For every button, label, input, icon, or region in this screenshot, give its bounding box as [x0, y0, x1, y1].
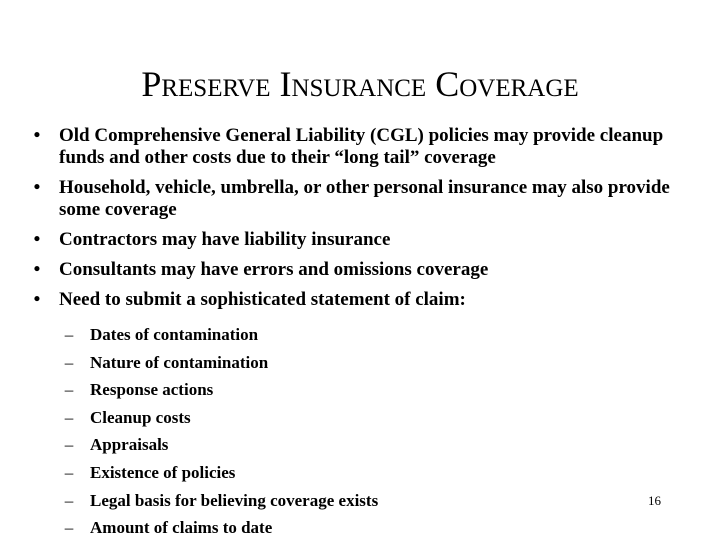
slide-title: Preserve Insurance Coverage: [141, 64, 579, 104]
sub-bullet-list: [62, 325, 582, 546]
bullet-text: Old Comprehensive General Liability (CGL) policies may provide cleanup funds and other costs due to their “long tail” coverage: [59, 125, 664, 168]
sub-bullet-item: [62, 518, 582, 538]
sub-bullet-text: Amount of claims to date: [90, 518, 273, 538]
bullet-icon: •: [33, 259, 41, 280]
dash-icon: –: [64, 325, 74, 344]
sub-bullet-item: [62, 380, 582, 400]
dash-icon: –: [64, 407, 74, 427]
page-number: 16: [648, 493, 661, 508]
dash-icon: –: [64, 435, 74, 455]
bullet-item: [30, 177, 700, 221]
sub-bullet-text: Existence of policies: [90, 462, 236, 482]
bullet-text: Need to submit a sophisticated statement of claim:: [59, 289, 466, 310]
bullet-text: Consultants may have errors and omissions coverage: [59, 259, 489, 280]
sub-bullet-item: [62, 463, 582, 483]
sub-bullet-item: [62, 408, 582, 428]
sub-bullet-item: [62, 353, 582, 373]
bullet-icon: •: [33, 289, 41, 310]
dash-icon: –: [64, 490, 74, 510]
bullet-list: [30, 125, 700, 319]
bullet-item: [30, 125, 700, 169]
sub-bullet-text: Nature of contamination: [90, 352, 269, 372]
bullet-text: Contractors may have liability insurance: [59, 229, 391, 250]
bullet-item: [30, 229, 700, 251]
dash-icon: –: [64, 462, 74, 482]
sub-bullet-text: Appraisals: [90, 435, 169, 455]
bullet-item: [30, 289, 700, 311]
sub-bullet-text: Legal basis for believing coverage exists: [90, 490, 379, 510]
bullet-text: Household, vehicle, umbrella, or other personal insurance may also provide some coverage: [59, 177, 670, 220]
sub-bullet-text: Dates of contamination: [90, 325, 259, 344]
bullet-icon: •: [33, 177, 41, 198]
sub-bullet-text: Response actions: [90, 380, 214, 400]
sub-bullet-item: [62, 435, 582, 455]
sub-bullet-item: [62, 325, 582, 345]
sub-bullet-item: [62, 491, 582, 511]
dash-icon: –: [64, 518, 74, 538]
dash-icon: –: [64, 380, 74, 400]
bullet-item: [30, 259, 700, 281]
sub-bullet-text: Cleanup costs: [90, 407, 191, 427]
bullet-icon: •: [33, 125, 41, 146]
bullet-icon: •: [33, 229, 41, 250]
dash-icon: –: [64, 352, 74, 372]
